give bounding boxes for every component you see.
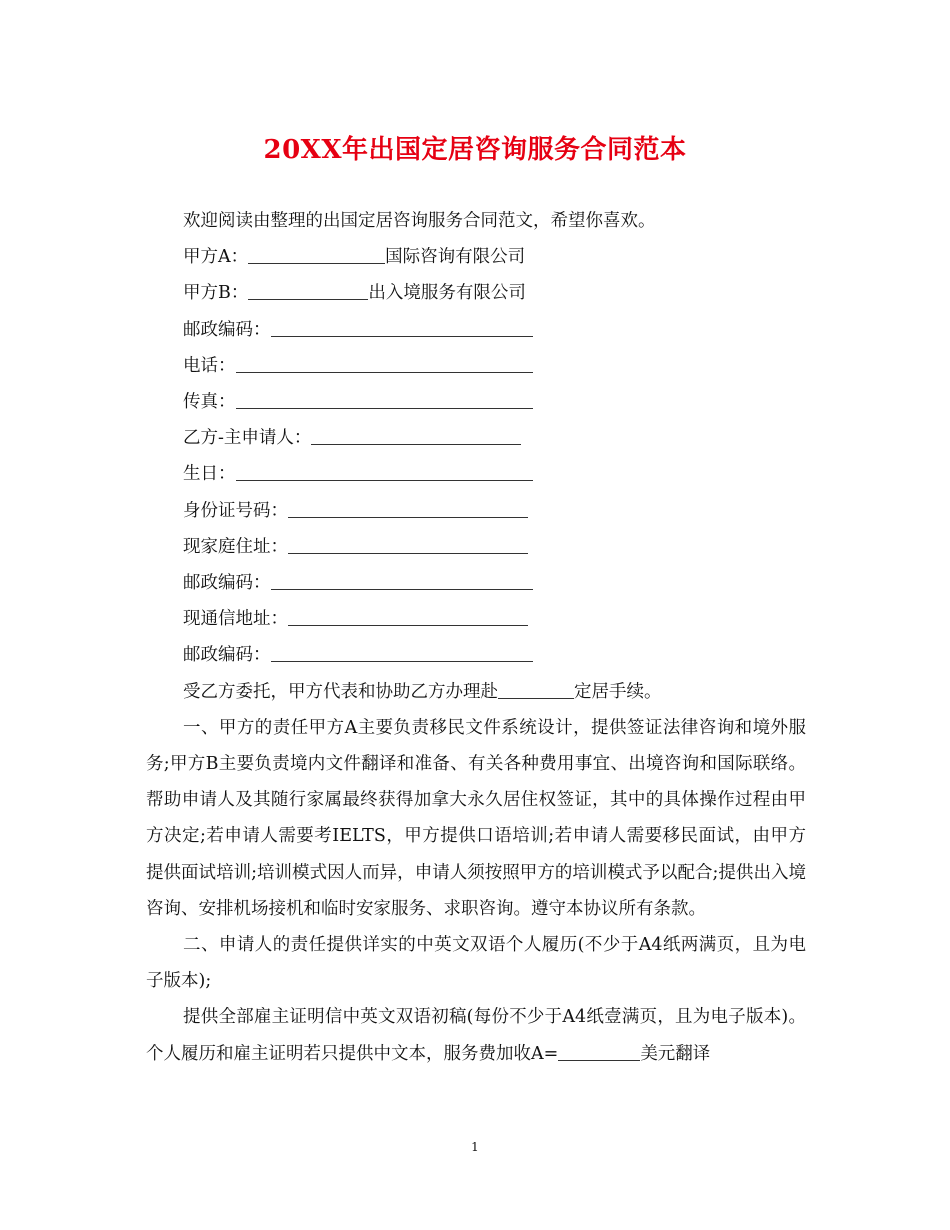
blank-underline [236,353,533,372]
clause-party-a-duties: 一、甲方的责任甲方A主要负责移民文件系统设计，提供签证法律咨询和境外服务;甲方B主要负责境内文件翻译和准备、有关各种费用事宜、出境咨询和国际联络。帮助申请人及其随行家属最终获得加拿大永久居住权签证，其中的具体操作过程由甲方决定;若申请人需要考IELTS，甲方提供口语培训;若申请人需要移民面试，由甲方提供面试培训;培训模式因人而异，申请人须按照甲方的培训模式予以配合;提供出入境咨询、安排机场接机和临时安家服务、求职咨询。遵守本协议所有条款。 [146,717,806,919]
entrust-clause: 受乙方委托，甲方代表和协助乙方办理赴 定居手续。 [146,674,806,710]
clause-applicant-duties: 二、申请人的责任提供详实的中英文双语个人履历(不少于A4纸两满页，且为电子版本); [146,935,806,992]
field-party-b: 甲方B： 出入境服务有限公司 [146,275,806,311]
blank-underline [271,643,533,662]
field-birthday: 生日： [146,456,806,492]
blank-underline [236,390,533,409]
field-postcode-2: 邮政编码： [146,565,806,601]
field-home-address: 现家庭住址： [146,529,806,565]
field-id-number: 身份证号码： [146,493,806,529]
page-number: 1 [471,1140,479,1154]
blank-underline [311,426,521,445]
blank-underline [248,281,368,300]
blank-underline [271,571,533,590]
intro-text: 欢迎阅读由整理的出国定居咨询服务合同范文，希望你喜欢。 [183,211,656,231]
field-fax: 传真： [146,384,806,420]
blank-underline [248,245,385,264]
blank-underline [498,679,574,698]
blank-underline [288,607,528,626]
blank-underline [271,317,533,336]
blank-underline [558,1041,640,1060]
blank-underline [236,462,533,481]
field-party-a: 甲方A： 国际咨询有限公司 [146,239,806,275]
field-phone: 电话： [146,348,806,384]
document-body [146,203,806,1072]
blank-underline [288,498,528,517]
document-title: 20XX年出国定居咨询服务合同范本 [263,135,687,165]
blank-underline [288,534,528,553]
field-postcode-3: 邮政编码： [146,637,806,673]
field-mailing-address: 现通信地址： [146,601,806,637]
clause-employer-letters: 提供全部雇主证明信中英文双语初稿(每份不少于A4纸壹满页，且为电子版本)。个人履历和雇主证明若只提供中文本，服务费加收A= 美元翻译 [146,1007,806,1064]
field-main-applicant: 乙方-主申请人： [146,420,806,456]
field-postcode: 邮政编码： [146,312,806,348]
